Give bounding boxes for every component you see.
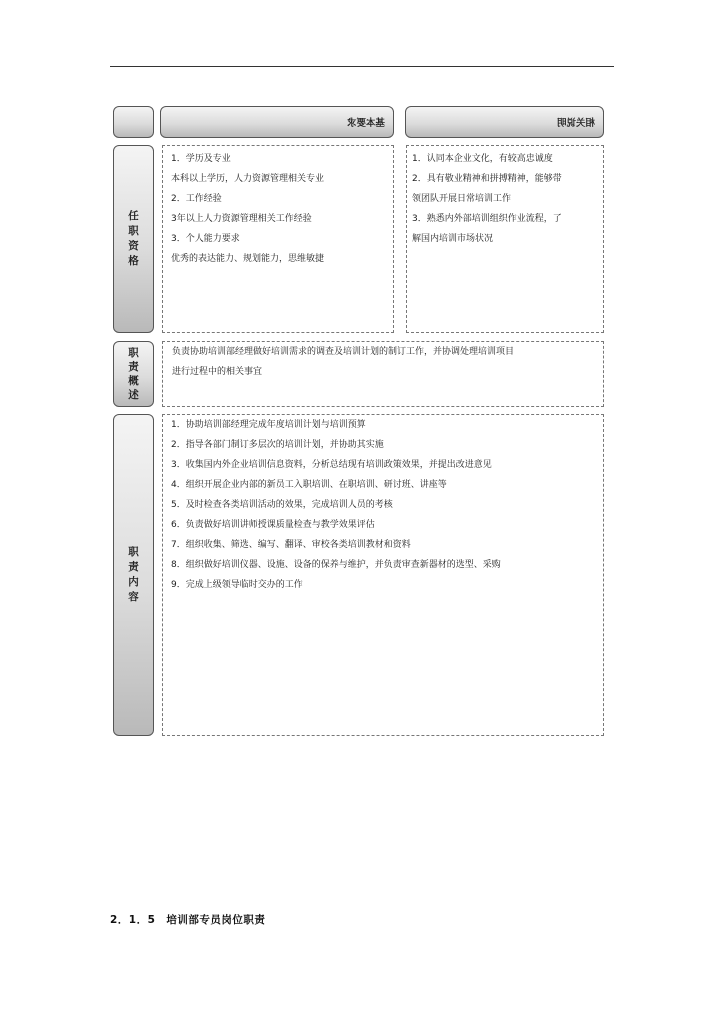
text-line: 解国内培训市场状况 bbox=[412, 234, 494, 244]
side-char: 职 bbox=[128, 546, 139, 558]
text-line: 7．组织收集、筛选、编写、翻译、审校各类培训教材和资料 bbox=[171, 540, 411, 550]
summary-box bbox=[162, 341, 604, 407]
side-char: 容 bbox=[128, 591, 139, 603]
related-notes-box bbox=[406, 145, 604, 333]
text-line: 2．工作经验 bbox=[171, 194, 222, 204]
text-line: 领团队开展日常培训工作 bbox=[412, 194, 512, 204]
side-char: 责 bbox=[128, 361, 139, 373]
side-char: 内 bbox=[128, 576, 139, 588]
text-line: 9．完成上级领导临时交办的工作 bbox=[171, 580, 303, 590]
section-heading: 2．1．5 培训部专员岗位职责 bbox=[110, 914, 266, 926]
related-notes-header bbox=[405, 106, 604, 138]
side-char: 职 bbox=[128, 347, 139, 359]
text-line: 3．熟悉内外部培训组织作业流程，了 bbox=[412, 214, 562, 224]
side-char: 任 bbox=[128, 210, 139, 222]
text-line: 2．具有敬业精神和拼搏精神，能够带 bbox=[412, 174, 562, 184]
duties-box bbox=[162, 414, 604, 736]
text-line: 3．个人能力要求 bbox=[171, 234, 240, 244]
basic-requirements-box bbox=[162, 145, 394, 333]
qualifications-side-tab bbox=[113, 145, 154, 333]
side-char: 责 bbox=[128, 561, 139, 573]
side-char: 职 bbox=[128, 225, 139, 237]
top-rule bbox=[110, 66, 614, 67]
text-line: 3年以上人力资源管理相关工作经验 bbox=[171, 214, 312, 224]
related-notes-label: 相关说明 bbox=[556, 118, 595, 129]
text-line: 5．及时检查各类培训活动的效果，完成培训人员的考核 bbox=[171, 500, 393, 510]
text-line: 进行过程中的相关事宜 bbox=[172, 367, 263, 377]
text-line: 优秀的表达能力、规划能力，思维敏捷 bbox=[171, 254, 325, 264]
duties-side-tab bbox=[113, 414, 154, 736]
side-char: 概 bbox=[128, 375, 139, 387]
text-line: 4．组织开展企业内部的新员工入职培训、在职培训、研讨班、讲座等 bbox=[171, 480, 447, 490]
text-line: 6．负责做好培训讲师授课质量检查与教学效果评估 bbox=[171, 520, 375, 530]
side-char: 资 bbox=[128, 240, 139, 252]
text-line: 负责协助培训部经理做好培训需求的调查及培训计划的制订工作，并协调处理培训项目 bbox=[172, 347, 515, 357]
side-char: 述 bbox=[128, 389, 139, 401]
text-line: 2．指导各部门制订多层次的培训计划，并协助其实施 bbox=[171, 440, 384, 450]
basic-requirements-label: 基本要求 bbox=[346, 118, 385, 129]
text-line: 本科以上学历，人力资源管理相关专业 bbox=[171, 174, 325, 184]
text-line: 1．认同本企业文化，有较高忠诚度 bbox=[412, 154, 553, 164]
side-char: 格 bbox=[128, 255, 139, 267]
text-line: 8．组织做好培训仪器、设施、设备的保养与维护，并负责审查新器材的选型、采购 bbox=[171, 560, 501, 570]
text-line: 1．协助培训部经理完成年度培训计划与培训预算 bbox=[171, 420, 366, 430]
basic-requirements-header bbox=[160, 106, 394, 138]
text-line: 3．收集国内外企业培训信息资料，分析总结现有培训政策效果，并提出改进意见 bbox=[171, 460, 492, 470]
text-line: 1．学历及专业 bbox=[171, 154, 231, 164]
corner-tab bbox=[113, 106, 154, 138]
summary-side-tab bbox=[113, 341, 154, 407]
